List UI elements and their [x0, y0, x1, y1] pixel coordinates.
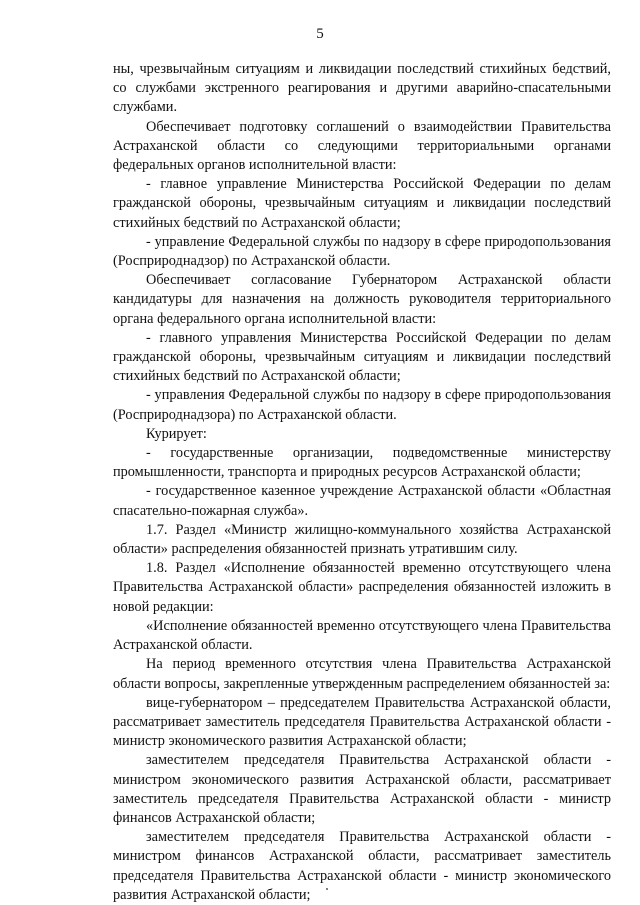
paragraph-6: - главного управления Министерства Российской Федерации по делам гражданской обороны, чрезвычайным ситуациям и ликвидации последствий стихийных бедствий по Астраханской области;: [113, 329, 611, 385]
document-body: [113, 60, 611, 905]
paragraph-16: заместителем председателя Правительства Астраханской области - министром экономического развития Астраханской области, рассматривает заместитель председателя Правительства Астраханской области - министр финансов Астраханской области;: [113, 752, 611, 826]
paragraph-15: вице-губернатором – председателем Правительства Астраханской области, рассматривает заместитель председателя Правительства Астраханской области - министр экономического развития Астраханской области;: [113, 694, 611, 750]
paragraph-8: Курирует:: [146, 425, 207, 442]
paragraph-4: - управление Федеральной службы по надзору в сфере природопользования (Росприроднадзор) по Астраханской области.: [113, 233, 611, 270]
paragraph-1: ны, чрезвычайным ситуациям и ликвидации последствий стихийных бедствий, со службами экстренного реагирования и другими аварийно-спасательными службами.: [113, 61, 611, 116]
paragraph-2: Обеспечивает подготовку соглашений о взаимодействии Правительства Астраханской области со следующими территориальными органами федеральных органов исполнительной власти:: [113, 118, 611, 174]
paragraph-3: - главное управление Министерства Российской Федерации по делам гражданской обороны, чрезвычайным ситуациям и ликвидации последствий стихийных бедствий по Астраханской области;: [113, 176, 611, 231]
paragraph-7: - управления Федеральной службы по надзору в сфере природопользования (Росприроднадзора) по Астраханской области.: [113, 387, 611, 423]
paragraph-13: «Исполнение обязанностей временно отсутствующего члена Правительства Астраханской области.: [113, 617, 611, 654]
paragraph-11: 1.7. Раздел «Министр жилищно-коммунального хозяйства Астраханской области» распределения обязанностей признать утратившим силу.: [113, 521, 611, 558]
paragraph-17: заместителем председателя Правительства Астраханской области - министром финансов Астраханской области, рассматривает заместитель председателя Правительства Астраханской области - министр экономического развития Астраханской области;: [113, 829, 611, 903]
page-number: 5: [316, 26, 324, 42]
paragraph-9: - государственные организации, подведомственные министерству промышленности, транспорта и природных ресурсов Астраханской области;: [113, 445, 611, 481]
paragraph-5: Обеспечивает согласование Губернатором Астраханской области кандидатуры для назначения на должность руководителя территориального органа федерального органа исполнительной власти:: [113, 272, 611, 327]
paragraph-10: - государственное казенное учреждение Астраханской области «Областная спасательно-пожарная служба».: [113, 483, 611, 519]
paragraph-12: 1.8. Раздел «Исполнение обязанностей временно отсутствующего члена Правительства Астраханской области» распределения обязанностей изложить в новой редакции:: [113, 560, 611, 615]
scan-speck: [326, 888, 328, 890]
paragraph-14: На период временного отсутствия члена Правительства Астраханской области вопросы, закрепленные утвержденным распределением обязанностей за:: [113, 656, 611, 692]
